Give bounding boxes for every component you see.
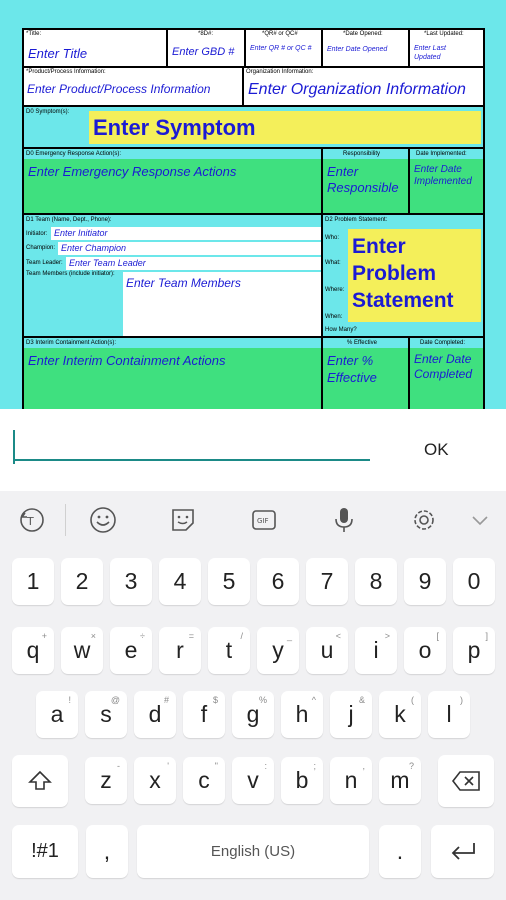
responsibility-value: Enter Responsible xyxy=(327,164,399,195)
key-hint: @ xyxy=(110,695,120,705)
key-hint: ? xyxy=(408,761,414,771)
d3-input[interactable] xyxy=(24,348,321,409)
key-b[interactable] xyxy=(281,757,323,804)
d3-value: Enter Interim Containment Actions xyxy=(28,353,226,368)
gbd-value: Enter GBD # xyxy=(172,46,235,58)
sticker-icon[interactable] xyxy=(166,503,200,537)
who-label: Who: xyxy=(325,235,340,241)
key-s[interactable] xyxy=(85,691,127,738)
key-label: m xyxy=(390,767,410,793)
d0-actions-label: D0 Emergency Response Action(s): xyxy=(26,151,122,157)
ok-button[interactable]: OK xyxy=(424,440,449,459)
product-label: *Product/Process Information: xyxy=(26,69,106,75)
key-n[interactable] xyxy=(330,757,372,804)
key-hint: [ xyxy=(436,631,439,641)
leader-input[interactable] xyxy=(66,257,321,270)
qr-label: *QR# or QC# xyxy=(262,31,298,37)
members-input[interactable] xyxy=(123,272,321,336)
key-label: c xyxy=(198,767,210,793)
key-j[interactable] xyxy=(330,691,372,738)
key-hint: + xyxy=(41,631,47,641)
champion-label: Champion: xyxy=(26,245,56,251)
key-hint: > xyxy=(384,631,390,641)
date-implemented-value: Enter Date Implemented xyxy=(414,164,472,187)
key-label: 0 xyxy=(467,568,481,594)
key-label: p xyxy=(467,637,481,663)
champion-value: Enter Champion xyxy=(61,243,127,253)
key-label: k xyxy=(394,701,406,727)
key-g[interactable] xyxy=(232,691,274,738)
key-7[interactable] xyxy=(306,558,348,605)
chevron-down-icon[interactable] xyxy=(463,503,497,537)
effective-value: Enter % Effective xyxy=(327,353,377,385)
shift-icon xyxy=(27,768,53,794)
key-hint: & xyxy=(358,695,365,705)
key-label: q xyxy=(26,637,40,663)
key-label: l xyxy=(446,701,452,727)
key-label: y xyxy=(272,637,284,663)
where-label: Where: xyxy=(325,287,345,293)
org-label: Organization Information: xyxy=(246,69,314,75)
key-3[interactable] xyxy=(110,558,152,605)
key-label: 4 xyxy=(173,568,187,594)
key-label: w xyxy=(73,637,91,663)
key-label: t xyxy=(225,637,233,663)
key-hint: , xyxy=(362,761,365,771)
key-label: 5 xyxy=(222,568,236,594)
leader-value: Enter Team Leader xyxy=(69,258,146,268)
key-hint: ; xyxy=(313,761,316,771)
date-implemented-label: Date Implemented: xyxy=(416,151,467,157)
title-label: *Title: xyxy=(26,31,42,37)
key-label: i xyxy=(373,637,379,663)
when-label: When: xyxy=(325,314,343,320)
key-hint: < xyxy=(335,631,341,641)
key-label: 7 xyxy=(320,568,334,594)
key-label: h xyxy=(295,701,309,727)
key-hint: ) xyxy=(460,695,463,705)
key-w[interactable] xyxy=(61,627,103,674)
key-r[interactable] xyxy=(159,627,201,674)
last-updated-label: *Last Updated: xyxy=(424,31,464,37)
key-4[interactable] xyxy=(159,558,201,605)
key-hint: ^ xyxy=(311,695,316,705)
key-9[interactable] xyxy=(404,558,446,605)
key-k[interactable] xyxy=(379,691,421,738)
last-updated-value: Enter Last Updated xyxy=(414,45,446,61)
mic-icon[interactable] xyxy=(327,503,361,537)
key-hint: _ xyxy=(286,631,292,641)
gbd-cell[interactable] xyxy=(168,30,244,66)
d3-label: D3 Interim Containment Action(s): xyxy=(26,340,117,346)
date-implemented-input[interactable] xyxy=(410,159,483,213)
members-label: Team Members (include initiator): xyxy=(26,271,115,277)
key-o[interactable] xyxy=(404,627,446,674)
key-l[interactable] xyxy=(428,691,470,738)
d0-actions-input[interactable] xyxy=(24,159,321,213)
key-label: e xyxy=(124,637,138,663)
gif-icon[interactable] xyxy=(247,503,281,537)
key-y[interactable] xyxy=(257,627,299,674)
key-0[interactable] xyxy=(453,558,495,605)
symptom-value: Enter Symptom xyxy=(93,115,256,140)
key-hint: ( xyxy=(411,695,414,705)
key-label: r xyxy=(176,637,184,663)
key-hint: ÷ xyxy=(140,631,145,641)
key-u[interactable] xyxy=(306,627,348,674)
key-a[interactable] xyxy=(36,691,78,738)
key-hint: ] xyxy=(485,631,488,641)
product-value: Enter Product/Process Information xyxy=(27,82,211,96)
date-opened-label: *Date Opened: xyxy=(343,31,383,37)
initiator-label: Initiator: xyxy=(26,231,48,237)
key-label: z xyxy=(100,767,112,793)
date-opened-cell[interactable] xyxy=(323,30,408,66)
key-x[interactable] xyxy=(134,757,176,804)
date-completed-input[interactable] xyxy=(410,348,483,409)
key-z[interactable] xyxy=(85,757,127,804)
key-label: b xyxy=(295,767,309,793)
date-completed-value: Enter Date Completed xyxy=(414,352,473,381)
qr-cell[interactable] xyxy=(246,30,321,66)
problem-value: Enter Problem Statement xyxy=(352,235,454,312)
key-label: g xyxy=(246,701,260,727)
enter-icon xyxy=(448,841,478,863)
text-input-field[interactable] xyxy=(13,459,370,461)
key-label: 3 xyxy=(124,568,138,594)
key-label: v xyxy=(247,767,259,793)
backspace-key[interactable] xyxy=(438,755,494,807)
date-completed-label: Date Completed: xyxy=(420,340,466,346)
d0-actions-value: Enter Emergency Response Actions xyxy=(28,164,237,179)
key-hint: = xyxy=(188,631,194,641)
key-label: 1 xyxy=(26,568,40,594)
key-hint: " xyxy=(214,761,218,771)
key-c[interactable] xyxy=(183,757,225,804)
key-hint: × xyxy=(90,631,96,641)
backspace-icon xyxy=(451,770,481,792)
gbd-label: *8D#: xyxy=(198,31,214,37)
initiator-value: Enter Initiator xyxy=(54,228,108,238)
8d-form xyxy=(22,28,485,409)
symptom-input[interactable] xyxy=(89,111,481,144)
key-label: a xyxy=(50,701,64,727)
key-label: x xyxy=(149,767,161,793)
translate-icon[interactable] xyxy=(15,503,49,537)
key-hint: : xyxy=(264,761,267,771)
key-hint: / xyxy=(240,631,243,641)
key-label: f xyxy=(200,701,208,727)
key-8[interactable] xyxy=(355,558,397,605)
period-key[interactable]: . xyxy=(379,825,421,878)
key-5[interactable] xyxy=(208,558,250,605)
gear-icon[interactable] xyxy=(407,503,441,537)
key-m[interactable] xyxy=(379,757,421,804)
symptom-label: D0 Symptom(s): xyxy=(26,109,70,115)
product-cell[interactable] xyxy=(24,68,242,105)
key-label: 6 xyxy=(271,568,285,594)
key-hint: ' xyxy=(167,761,169,771)
title-cell[interactable] xyxy=(24,30,166,66)
key-q[interactable] xyxy=(12,627,54,674)
effective-input[interactable] xyxy=(323,348,408,409)
key-f[interactable] xyxy=(183,691,225,738)
key-hint: $ xyxy=(212,695,218,705)
key-hint: - xyxy=(117,761,120,771)
symbols-key[interactable]: !#1 xyxy=(12,825,78,878)
key-label: 9 xyxy=(418,568,432,594)
key-h[interactable] xyxy=(281,691,323,738)
key-hint: ! xyxy=(68,695,71,705)
key-hint: # xyxy=(163,695,169,705)
key-v[interactable] xyxy=(232,757,274,804)
champion-input[interactable] xyxy=(58,242,321,255)
how-many-label: How Many? xyxy=(325,327,357,333)
svg-text:GIF: GIF xyxy=(257,517,269,525)
key-label: 8 xyxy=(369,568,383,594)
key-label: o xyxy=(418,637,432,663)
key-label: d xyxy=(148,701,162,727)
problem-label: D2 Problem Statement: xyxy=(325,217,388,223)
emoji-icon[interactable] xyxy=(86,503,120,537)
enter-key[interactable] xyxy=(431,825,494,878)
key-2[interactable] xyxy=(61,558,103,605)
org-cell[interactable] xyxy=(244,68,483,105)
key-p[interactable] xyxy=(453,627,495,674)
svg-text:T: T xyxy=(27,515,34,528)
key-label: u xyxy=(320,637,334,663)
initiator-input[interactable] xyxy=(51,227,321,240)
members-value: Enter Team Members xyxy=(126,276,241,290)
key-1[interactable] xyxy=(12,558,54,605)
key-label: 2 xyxy=(75,568,89,594)
responsibility-label: Responsibility xyxy=(343,151,381,157)
key-d[interactable] xyxy=(134,691,176,738)
key-label: j xyxy=(348,701,354,727)
key-t[interactable] xyxy=(208,627,250,674)
key-label: s xyxy=(100,701,112,727)
comma-key[interactable]: , xyxy=(86,825,128,878)
effective-label: % Effective xyxy=(347,340,377,346)
toolbar-divider xyxy=(65,504,66,536)
key-e[interactable] xyxy=(110,627,152,674)
responsibility-input[interactable] xyxy=(323,159,408,213)
problem-input[interactable] xyxy=(348,229,481,322)
date-opened-value: Enter Date Opened xyxy=(327,46,388,53)
last-updated-cell[interactable] xyxy=(410,30,483,66)
key-hint: % xyxy=(258,695,267,705)
key-i[interactable] xyxy=(355,627,397,674)
key-6[interactable] xyxy=(257,558,299,605)
space-key[interactable]: English (US) xyxy=(137,825,369,878)
title-value: Enter Title xyxy=(28,46,88,61)
org-value: Enter Organization Information xyxy=(248,81,466,98)
shift-key[interactable] xyxy=(12,755,68,807)
what-label: What: xyxy=(325,260,341,266)
key-label: n xyxy=(344,767,358,793)
team-label: D1 Team (Name, Dept., Phone): xyxy=(26,217,112,223)
qr-value: Enter QR # or QC # xyxy=(250,45,312,52)
leader-label: Team Leader: xyxy=(26,260,63,266)
